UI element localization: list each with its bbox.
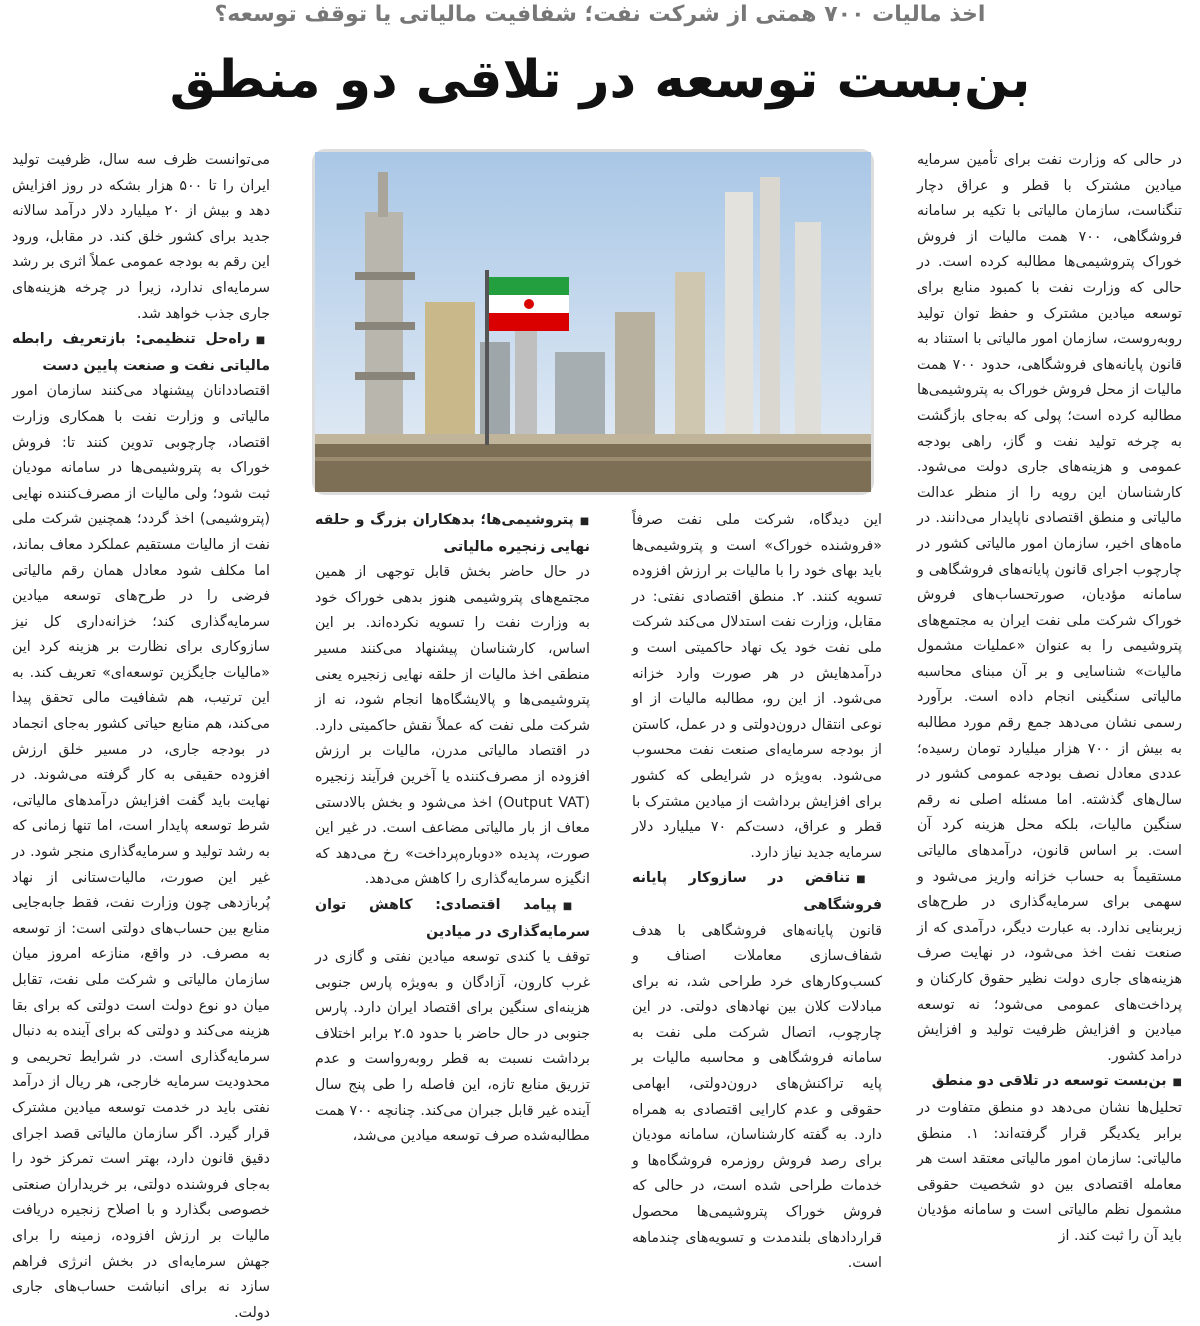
subheading: ■تناقض در سازوکار پایانه فروشگاهی <box>632 870 882 913</box>
paragraph: قانون پایانه‌های فروشگاهی با هدف شفاف‌سازی معاملات اصناف و کسب‌وکارهای خرد طراحی شد، نه برای مبادلات کلان بین نهادهای دولتی. در این چارچوب، اتصال شرکت ملی نفت به سامانه فروشگاهی و محاسبه مالیات بر پایه تراکنش‌های درون‌دولتی، ابهامی حقوقی و عدم کارایی اقتصادی به همراه دارد. به گفته کارشناسان، سامانه مودیان برای رصد فروش روزمره فروشگاه‌ها و خدمات طراحی شده است، در حالی که فروش خوراک پتروشیمی‌ها محصول قراردادهای بلندمدت و تسویه‌های چندماهه است. <box>632 922 882 1272</box>
paragraph: اقتصاددانان پیشنهاد می‌کنند سازمان امور مالیاتی و وزارت نفت با همکاری وزارت اقتصاد، چارچوبی تدوین کنند تا: فروش خوراک به پتروشیمی‌ها در سامانه مودیان ثبت شود؛ ولی مالیات از مصرف‌کننده نهایی (پتروشیمی) اخذ گردد؛ همچنین شرکت ملی نفت از مالیات مستقیم عملکرد معاف بماند، اما مکلف شود معادل همان رقم مالیاتی فرضی را در طرح‌های توسعه میادین سرمایه‌گذاری کند؛ خزانه‌داری کل نیز سازوکاری برای نظارت بر هزینه کرد این «مالیات جایگزین توسعه‌ای» تعریف کند. به این ترتیب، هم شفافیت مالی تحقق پیدا می‌کند، هم منابع حیاتی کشور به‌جای انجماد در بودجه جاری، در مسیر خلق ارزش افزوده حقیقی به کار گرفته می‌شوند. در نهایت باید گفت افزایش درآمدهای مالیاتی، شرط توسعه پایدار است، اما تنها زمانی که به رشد تولید و سرمایه‌گذاری منجر شود. در غیر این صورت، مالیات‌ستانی از نهاد پُربازدهی چون وزارت نفت، فقط جابه‌جایی منابع بین حساب‌های دولتی است: از توسعه به مصرف. در واقع، منازعه امروز میان سازمان مالیاتی و شرکت ملی نفت، تقابل میان دو نوع دولت است دولتی که برای بقا هزینه می‌کند و دولتی که برای آینده به دنبال سرمایه‌گذاری است. در شرایط تحریمی و محدودیت سرمایه خارجی، هر ریال از درآمد نفتی باید در خدمت توسعه میادین مشترک قرار گیرد. اگر سازمان مالیاتی قصد اجرای دقیق قانون دارد، بهتر است تمرکز خود را به‌جای فروشنده دولتی، بر خریداران صنعتی خصوصی بگذارد و با اصلاح زنجیره دریافت مالیات بر ارزش افزوده، زمینه را برای جهش سرمایه‌ای در بخش انرژی فراهم سازد نه برای انباشت حساب‌های جاری دولت. <box>12 383 270 1321</box>
column-4 <box>12 148 271 1321</box>
paragraph: تحلیل‌ها نشان می‌دهد دو منطق متفاوت در برابر یکدیگر قرار گرفته‌اند: ۱. منطق مالیاتی: سازمان امور مالیاتی معتقد است هر معامله اقتصادی بین دو شخصیت حقوقی مشمول نظم مالیاتی است و سامانه مؤدیان باید آن را ثبت کند. از <box>917 1099 1182 1244</box>
square-bullet-icon: ■ <box>856 874 882 886</box>
square-bullet-icon: ■ <box>562 900 590 912</box>
subheading: ■پتروشیمی‌ها؛ بدهکاران بزرگ و حلقه نهایی زنجیره مالیاتی <box>315 512 590 555</box>
paragraph: در حالی که وزارت نفت برای تأمین سرمایه میادین مشترک با قطر و عراق دچار تنگناست، سازمان مالیاتی با تکیه بر سامانه فروشگاهی، ۷۰۰ همت مالیات از فروش خوراک پتروشیمی‌ها مطالبه کرده است. در حالی که وزارت نفت با کمبود منابع برای توسعه میادین مشترک و حفظ توان تولید روبه‌روست، سازمان امور مالیاتی با استناد به قانون پایانه‌های فروشگاهی، حدود ۷۰۰ همت مالیات از محل فروش خوراک به پتروشیمی‌ها مطالبه کرده است؛ پولی که به‌جای بازگشت به چرخه تولید نفت و گاز، راهی بودجه عمومی و هزینه‌های جاری دولت می‌شود. کارشناسان این رویه را از منظر عدالت مالیاتی و منطق اقتصادی ناپایدار می‌دانند. در ماه‌های اخیر، سازمان امور مالیاتی کشور در چارچوب اجرای قانون پایانه‌های فروشگاهی و سامانه مؤدیان، صورتحساب‌های فروش خوراک شرکت ملی نفت ایران به مجتمع‌های پتروشیمی را به عنوان «عملیات مشمول مالیات» شناسایی و بر آن مبنای محاسبه مالیاتی سنگینی انجام داده است. برآورد رسمی نشان می‌دهد جمع رقم مورد مطالبه به بیش از ۷۰۰ هزار میلیارد تومان رسیده؛ عددی معادل نصف بودجه عمومی کشور در سال‌های گذشته. اما مسئله اصلی نه رقم سنگین مالیات، بلکه محل هزینه کرد آن است. بر اساس قانون، درآمدهای مالیاتی مستقیماً به حساب خزانه واریز می‌شود و سهمی برای سرمایه‌گذاری در طرح‌های زیربنایی ندارد. به عبارت دیگر، درآمدی که از صنعت نفت اخذ می‌شود، در نهایت صرف هزینه‌های جاری دولت نظیر حقوق کارکنان و پرداخت‌های عمومی می‌شود؛ نه توسعه میادین و افزایش ظرفیت تولید و افزایش درامد کشور. <box>917 152 1183 1064</box>
paragraph: این دیدگاه، شرکت ملی نفت صرفاً «فروشنده خوراک» است و پتروشیمی‌ها باید بهای خود را با مالیات بر ارزش افزوده تسویه کنند. ۲. منطق اقتصادی نفتی: در مقابل، وزارت نفت استدلال می‌کند شرکت ملی نفت خود یک نهاد حاکمیتی است و درآمدهایش در هر صورت وارد خزانه می‌شود. از این رو، مطالبه مالیات از او نوعی انتقال درون‌دولتی و در عمل، کاستن از بودجه سرمایه‌ای صنعت نفت محسوب می‌شود. به‌ویژه در شرایطی که کشور برای افزایش برداشت از میادین مشترک با قطر و عراق، دست‌کم ۷۰ میلیارد دلار سرمایه جدید نیاز دارد. <box>632 512 882 861</box>
paragraph: می‌توانست ظرف سه سال، ظرفیت تولید ایران را تا ۵۰۰ هزار بشکه در روز افزایش دهد و بیش از ۲۰ میلیارد دلار درآمد سالانه جدید برای کشور خلق کند. در مقابل، ورود این رقم به بودجه عمومی عملاً اثری بر رشد سرمایه‌ای ندارد، زیرا در چرخه هزینه‌های جاری جذب خواهد شد. <box>12 152 271 322</box>
subheading: ■بن‌بست توسعه در تلاقی دو منطق <box>931 1073 1182 1090</box>
subheading: ■راه‌حل تنظیمی: بازتعریف رابطه مالیاتی نفت و صنعت پایین دست <box>12 331 270 374</box>
column-1 <box>917 148 1183 1244</box>
column-2 <box>632 508 882 1272</box>
refinery-photo <box>315 152 871 492</box>
paragraph: در حال حاضر بخش قابل توجهی از همین مجتمع‌های پتروشیمی هنوز بدهی خوراک خود به وزارت نفت را تسویه نکرده‌اند. بر این اساس، کارشناسان پیشنهاد می‌کنند مسیر منطقی اخذ مالیات از حلقه نهایی زنجیره یعنی پتروشیمی‌ها و پالایشگاه‌ها انجام شود، نه از شرکت ملی نفت که عملاً نقش حاکمیتی دارد. در اقتصاد مالیاتی مدرن، مالیات بر ارزش افزوده از مصرف‌کننده یا آخرین فرآیند زنجیره (Output VAT) اخذ می‌شود و بخش بالادستی معاف از بار مالیاتی مضاعف است. در غیر این صورت، پدیده «دوباره‌پرداخت» رخ می‌دهد که انگیزه سرمایه‌گذاری را کاهش می‌دهد. <box>315 564 590 888</box>
kicker: اخذ مالیات ۷۰۰ همتی از شرکت نفت؛ شفافیت مالیاتی یا توقف توسعه؟ <box>214 2 986 27</box>
square-bullet-icon: ■ <box>255 335 270 347</box>
headline: بن‌بست توسعه در تلاقی دو منطق <box>169 50 1031 110</box>
refinery-illustration <box>315 152 871 492</box>
square-bullet-icon: ■ <box>1172 1077 1182 1089</box>
square-bullet-icon: ■ <box>579 516 590 527</box>
column-3 <box>315 508 590 1158</box>
paragraph: توقف یا کندی توسعه میادین نفتی و گازی در غرب کارون، آزادگان و به‌ویژه پارس جنوبی هزینه‌ای سنگین برای اقتصاد ایران دارد. پارس جنوبی در حال حاضر با حدود ۲.۵ برابر اختلاف برداشت نسبت به قطر روبه‌رواست و عدم تزریق منابع تازه، این فاصله را طی پنج سال آینده غیر قابل جبران می‌کند. چنانچه ۷۰۰ همت مطالبه‌شده صرف توسعه میادین می‌شد، <box>315 949 590 1145</box>
subheading: ■پیامد اقتصادی: کاهش توان سرمایه‌گذاری در میادین <box>315 896 590 940</box>
